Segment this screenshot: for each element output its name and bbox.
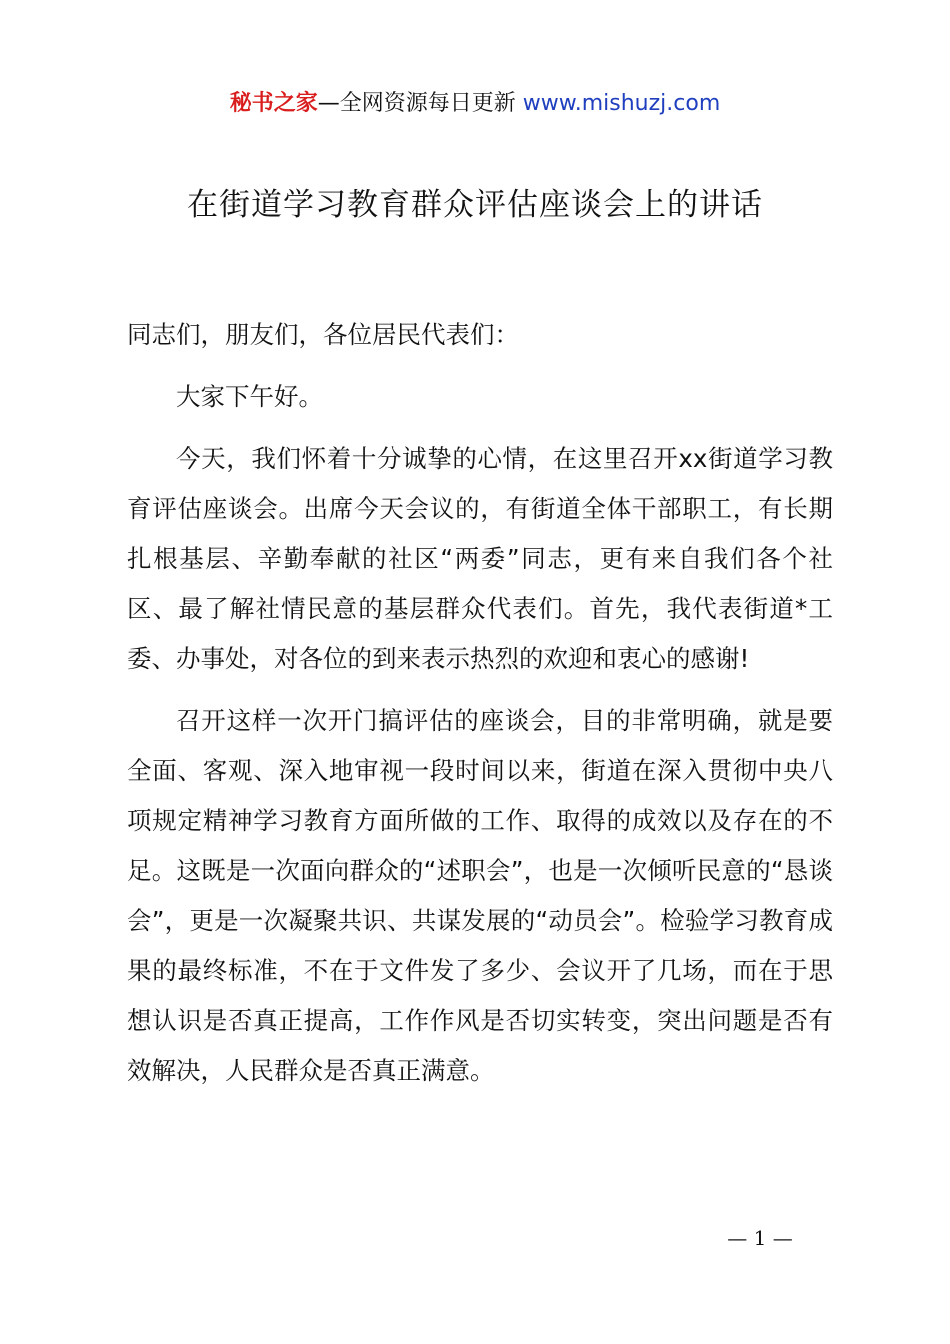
salutation: 同志们，朋友们，各位居民代表们： bbox=[127, 320, 519, 349]
paragraph-purpose: 召开这样一次开门搞评估的座谈会，目的非常明确，就是要全面、客观、深入地审视一段时间以来，街道在深入贯彻中央八项规定精神学习教育方面所做的工作、取得的成效以及存在的不足。这既是一次面向群众的“述职会”，也是一次倾听民意的“恳谈会”，更是一次凝聚共识、共谋发展的“动员会”。检验学习教育成果的最终标准，不在于文件发了多少、会议开了几场，而在于思想认识是否真正提高，工作作风是否切实转变，突出问题是否有效解决，人民群众是否真正满意。 bbox=[127, 706, 833, 1085]
brand-name: 秘书之家 bbox=[229, 91, 318, 116]
site-header bbox=[0, 86, 950, 122]
document-title: 在街道学习教育群众评估座谈会上的讲话 bbox=[187, 187, 763, 223]
page-number: — 1 — bbox=[727, 1226, 793, 1250]
document-body bbox=[127, 310, 833, 1108]
paragraph-greeting: 大家下午好。 bbox=[176, 382, 323, 411]
site-url-link[interactable]: www.mishuzj.com bbox=[522, 91, 721, 116]
header-tagline: —全网资源每日更新 bbox=[317, 91, 516, 116]
paragraph-opening: 今天，我们怀着十分诚挚的心情，在这里召开xx街道学习教育评估座谈会。出席今天会议的，有街道全体干部职工，有长期扎根基层、辛勤奉献的社区“两委”同志，更有来自我们各个社区、最了解社情民意的基层群众代表们。首先，我代表街道*工委、办事处，对各位的到来表示热烈的欢迎和衷心的感谢! bbox=[127, 444, 833, 673]
